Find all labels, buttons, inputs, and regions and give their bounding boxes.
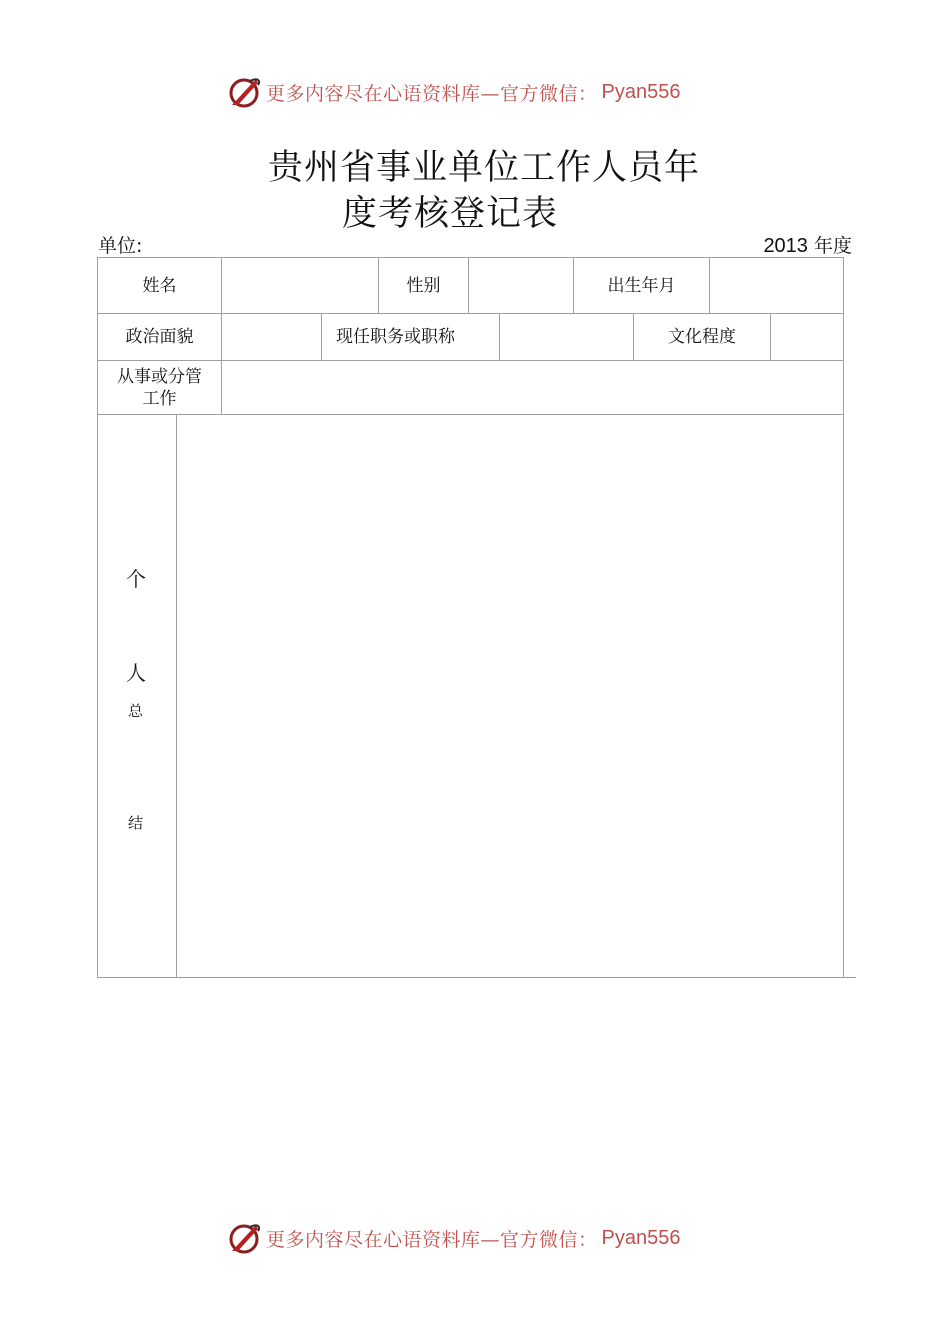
unit-label: 单位: [98,235,143,257]
summary-char-1: 个 [126,567,146,591]
summary-char-4: 结 [128,814,144,832]
footer-banner [228,1220,680,1256]
form-title-line2: 度考核登记表 [342,194,559,234]
quill-logo-icon [228,1221,262,1255]
gender-label: 性别 [406,275,441,296]
banner-text: 更多内容尽在心语资料库—官方微信： [266,1228,598,1251]
work-label-line1: 从事或分管 [117,366,202,387]
form-title-line1: 贵州省事业单位工作人员年 [268,148,701,188]
birth-label: 出生年月 [607,275,676,296]
work-label-cell [97,360,222,415]
work-label-line2: 工作 [142,388,177,409]
birth-label-cell [573,257,710,314]
year-label [763,231,852,258]
political-label-cell [97,313,222,361]
quill-logo-icon [228,75,262,109]
year-value: 2013 [763,235,808,257]
gender-input-cell[interactable] [468,257,574,314]
birth-input-cell[interactable] [709,257,844,314]
gender-label-cell [378,257,469,314]
work-input-cell[interactable] [221,360,844,415]
position-input-cell[interactable] [499,313,634,361]
table-border-stub [843,977,856,978]
education-label-cell [633,313,771,361]
position-label-cell [321,313,500,361]
political-input-cell[interactable] [221,313,322,361]
education-label: 文化程度 [668,327,736,347]
header-banner [228,74,680,110]
year-suffix: 年度 [813,235,852,257]
name-label-cell [97,257,222,314]
education-input-cell[interactable] [770,313,844,361]
summary-char-2: 人 [126,661,146,685]
summary-char-3: 总 [128,702,144,720]
position-label: 现任职务或职称 [336,327,455,347]
political-label: 政治面貌 [125,327,194,347]
name-label: 姓名 [142,275,177,296]
banner-wechat-id: Pyan556 [601,1226,681,1249]
name-input-cell[interactable] [221,257,379,314]
summary-content-cell[interactable] [176,414,844,978]
banner-text: 更多内容尽在心语资料库—官方微信： [266,82,598,105]
banner-wechat-id: Pyan556 [601,80,681,103]
summary-label-cell [97,414,177,978]
